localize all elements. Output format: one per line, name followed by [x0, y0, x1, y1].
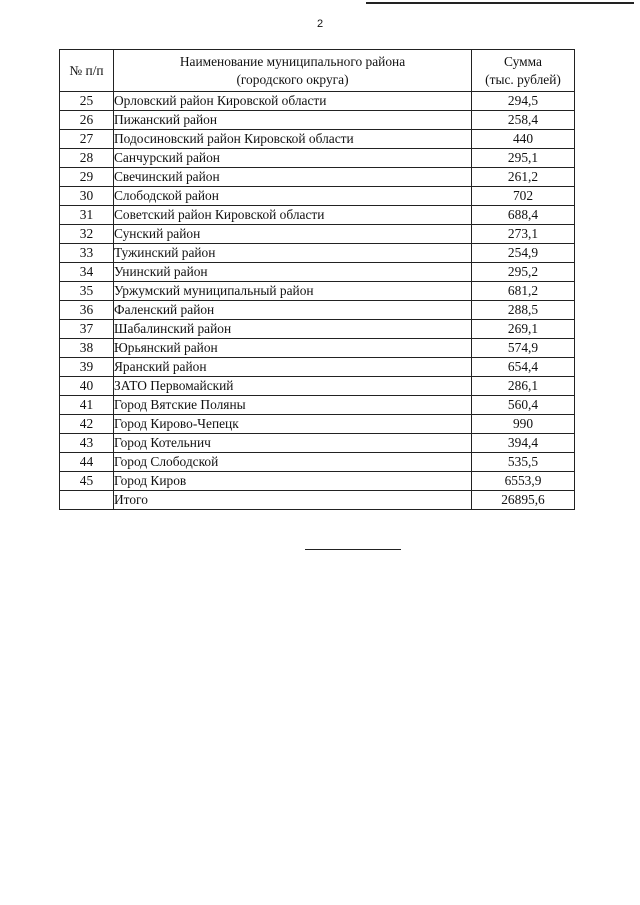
row-sum: 654,4	[472, 358, 575, 377]
row-sum: 258,4	[472, 111, 575, 130]
row-sum: 440	[472, 130, 575, 149]
row-name: Слободской район	[114, 187, 472, 206]
row-sum: 990	[472, 415, 575, 434]
table-row	[60, 415, 575, 434]
row-num: 42	[60, 415, 114, 434]
row-sum: 295,1	[472, 149, 575, 168]
row-name: Орловский район Кировской области	[114, 92, 472, 111]
page-number: 2	[316, 18, 324, 30]
table-row	[60, 225, 575, 244]
row-name: Город Котельнич	[114, 434, 472, 453]
header-name-line1: Наименование муниципального района	[179, 53, 406, 69]
row-num: 25	[60, 92, 114, 111]
row-num: 43	[60, 434, 114, 453]
row-sum: 269,1	[472, 320, 575, 339]
row-name: Город Киров	[114, 472, 472, 491]
total-sum: 26895,6	[472, 491, 575, 510]
bottom-rule	[305, 549, 401, 550]
table-row	[60, 282, 575, 301]
header-sum-line2: (тыс. рублей)	[485, 71, 561, 87]
row-sum: 261,2	[472, 168, 575, 187]
row-sum: 394,4	[472, 434, 575, 453]
table-row	[60, 206, 575, 225]
row-name: Свечинский район	[114, 168, 472, 187]
row-name: ЗАТО Первомайский	[114, 377, 472, 396]
allocation-table	[59, 49, 575, 510]
row-sum: 560,4	[472, 396, 575, 415]
row-num: 36	[60, 301, 114, 320]
row-name: Город Слободской	[114, 453, 472, 472]
row-num: 31	[60, 206, 114, 225]
row-sum: 254,9	[472, 244, 575, 263]
row-name: Санчурский район	[114, 149, 472, 168]
row-sum: 681,2	[472, 282, 575, 301]
row-num: 26	[60, 111, 114, 130]
row-num: 37	[60, 320, 114, 339]
table-row	[60, 434, 575, 453]
table-row	[60, 111, 575, 130]
row-sum: 295,2	[472, 263, 575, 282]
row-num: 45	[60, 472, 114, 491]
table-row	[60, 339, 575, 358]
row-num: 28	[60, 149, 114, 168]
row-name: Уржумский муниципальный район	[114, 282, 472, 301]
row-num: 41	[60, 396, 114, 415]
top-rule	[366, 2, 634, 4]
table-row	[60, 130, 575, 149]
row-num: 27	[60, 130, 114, 149]
row-name: Шабалинский район	[114, 320, 472, 339]
table-row	[60, 301, 575, 320]
row-num: 39	[60, 358, 114, 377]
table-body	[60, 92, 575, 491]
row-num: 34	[60, 263, 114, 282]
table-row	[60, 396, 575, 415]
table-row	[60, 92, 575, 111]
table-row	[60, 377, 575, 396]
row-name: Подосиновский район Кировской области	[114, 130, 472, 149]
table-header-row	[60, 50, 575, 92]
table-row	[60, 244, 575, 263]
row-num: 29	[60, 168, 114, 187]
row-num: 35	[60, 282, 114, 301]
row-name: Советский район Кировской области	[114, 206, 472, 225]
row-num: 30	[60, 187, 114, 206]
row-name: Город Вятские Поляны	[114, 396, 472, 415]
row-sum: 574,9	[472, 339, 575, 358]
total-label: Итого	[114, 491, 472, 510]
row-sum: 6553,9	[472, 472, 575, 491]
row-name: Тужинский район	[114, 244, 472, 263]
total-num-cell	[60, 491, 114, 510]
row-name: Сунский район	[114, 225, 472, 244]
row-num: 33	[60, 244, 114, 263]
row-name: Пижанский район	[114, 111, 472, 130]
row-sum: 702	[472, 187, 575, 206]
table-row	[60, 187, 575, 206]
table-row	[60, 472, 575, 491]
row-num: 38	[60, 339, 114, 358]
table-row	[60, 358, 575, 377]
header-name-line2: (городского округа)	[236, 71, 349, 87]
row-name: Фаленский район	[114, 301, 472, 320]
row-sum: 294,5	[472, 92, 575, 111]
row-name: Унинский район	[114, 263, 472, 282]
table-row	[60, 453, 575, 472]
header-name	[114, 50, 472, 92]
row-num: 32	[60, 225, 114, 244]
row-sum: 288,5	[472, 301, 575, 320]
table-row	[60, 320, 575, 339]
row-sum: 273,1	[472, 225, 575, 244]
table-row	[60, 263, 575, 282]
row-sum: 286,1	[472, 377, 575, 396]
table-row	[60, 149, 575, 168]
row-name: Юрьянский район	[114, 339, 472, 358]
row-sum: 688,4	[472, 206, 575, 225]
header-num: № п/п	[60, 50, 114, 92]
row-sum: 535,5	[472, 453, 575, 472]
header-sum-line1: Сумма	[504, 53, 542, 69]
table-row	[60, 168, 575, 187]
row-name: Яранский район	[114, 358, 472, 377]
row-num: 40	[60, 377, 114, 396]
row-name: Город Кирово-Чепецк	[114, 415, 472, 434]
total-row	[60, 491, 575, 510]
row-num: 44	[60, 453, 114, 472]
header-sum	[472, 50, 575, 92]
